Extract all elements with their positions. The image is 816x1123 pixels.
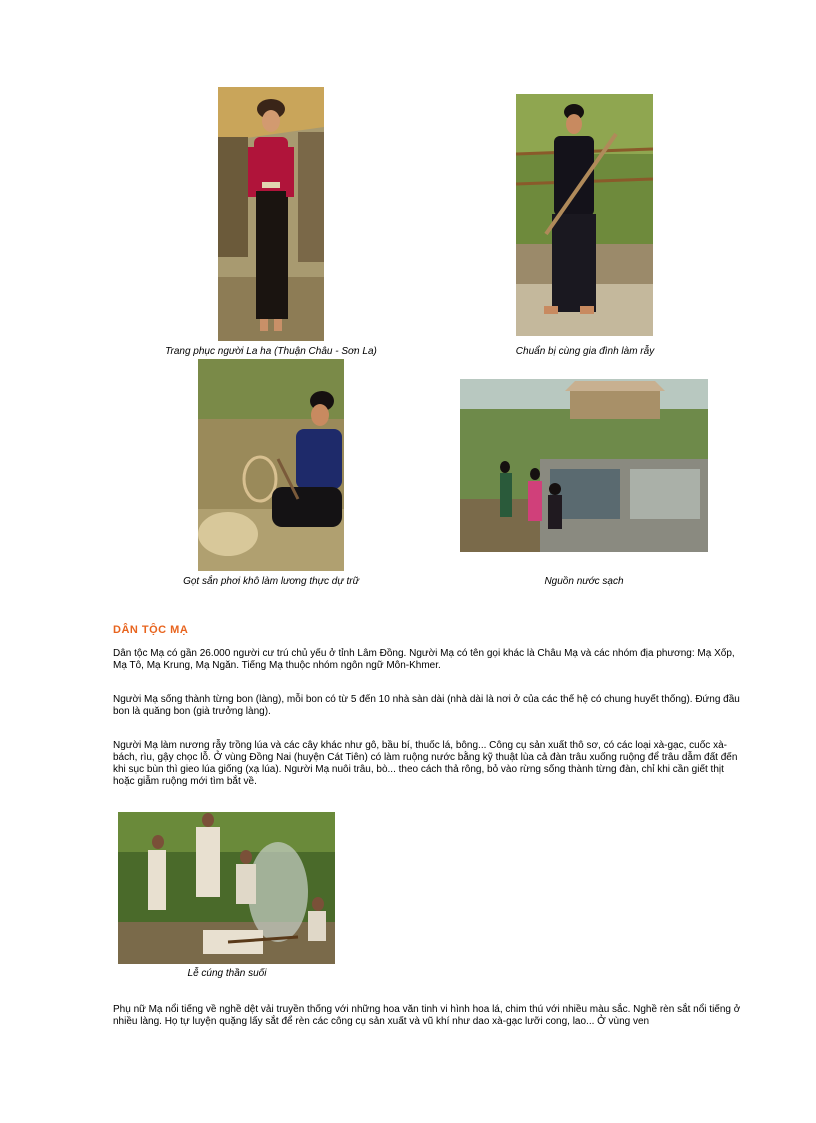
section-title: DÂN TỘC MẠ — [113, 624, 189, 636]
photo-field-preparation — [516, 94, 653, 336]
caption-la-ha-costume: Trang phục người La ha (Thuận Châu - Sơn La) — [165, 346, 377, 357]
paragraph-villages: Người Mạ sống thành từng bon (làng), mỗi bon có từ 5 đến 10 nhà sàn dài (nhà dài là nơi ở của các thế hệ có chung huyết thống). Đứng đầu bon là quăng bon (già trưởng làng). — [113, 694, 740, 717]
photo-stream-ceremony — [118, 812, 335, 964]
paragraph-agriculture: Người Mạ làm nương rẫy trồng lúa và các cây khác như gô, bầu bí, thuốc lá, bông... Công cụ sản xuất thô sơ, có các loại xà-gạc, cuốc xà-bách, rìu, gậy chọc lỗ. Ở vùng Đồng Nai (huyện Cát Tiên) có làm ruộng nước bằng kỹ thuật lùa cả đàn trâu xuống ruộng để trâu dẫm đất đến khi sục bùn thì gieo lúa giống (xạ lúa). Người Mạ nuôi trâu, bò... theo cách thả rông, bỏ vào rừng sống thành từng đàn, chỉ khi cần giết thịt hoặc giẫm ruộng mới tìm bắt về. — [113, 740, 738, 787]
caption-field-preparation: Chuẩn bị cùng gia đình làm rẫy — [515, 346, 655, 357]
photo-cassava-drying — [198, 359, 344, 571]
photo-clean-water — [460, 379, 708, 552]
caption-stream-ceremony: Lễ cúng thần suối — [187, 968, 267, 979]
photo-la-ha-costume — [218, 87, 324, 341]
paragraph-weaving: Phụ nữ Mạ nổi tiếng về nghề dệt vải truyền thống với những hoa văn tinh vi hình hoa lá, chim thú với nhiều màu sắc. Nghề rèn sắt nổi tiếng ở nhiều làng. Họ tự luyện quặng lấy sắt để rèn các công cụ sản xuất và vũ khí như dao xà-gạc lưỡi cong, lao... Ở vùng ven — [113, 1004, 741, 1027]
caption-clean-water: Nguồn nước sạch — [544, 576, 624, 587]
caption-cassava-drying: Gọt sắn phơi khô làm lương thực dự trữ — [183, 576, 359, 587]
paragraph-population: Dân tộc Mạ có gần 26.000 người cư trú chủ yếu ở tỉnh Lâm Đồng. Người Mạ có tên gọi khác là Châu Mạ và các nhóm địa phương: Mạ Xốp, Mạ Tô, Mạ Krung, Mạ Ngăn. Tiếng Mạ thuộc nhóm ngôn ngữ Môn-Khmer. — [113, 648, 735, 671]
